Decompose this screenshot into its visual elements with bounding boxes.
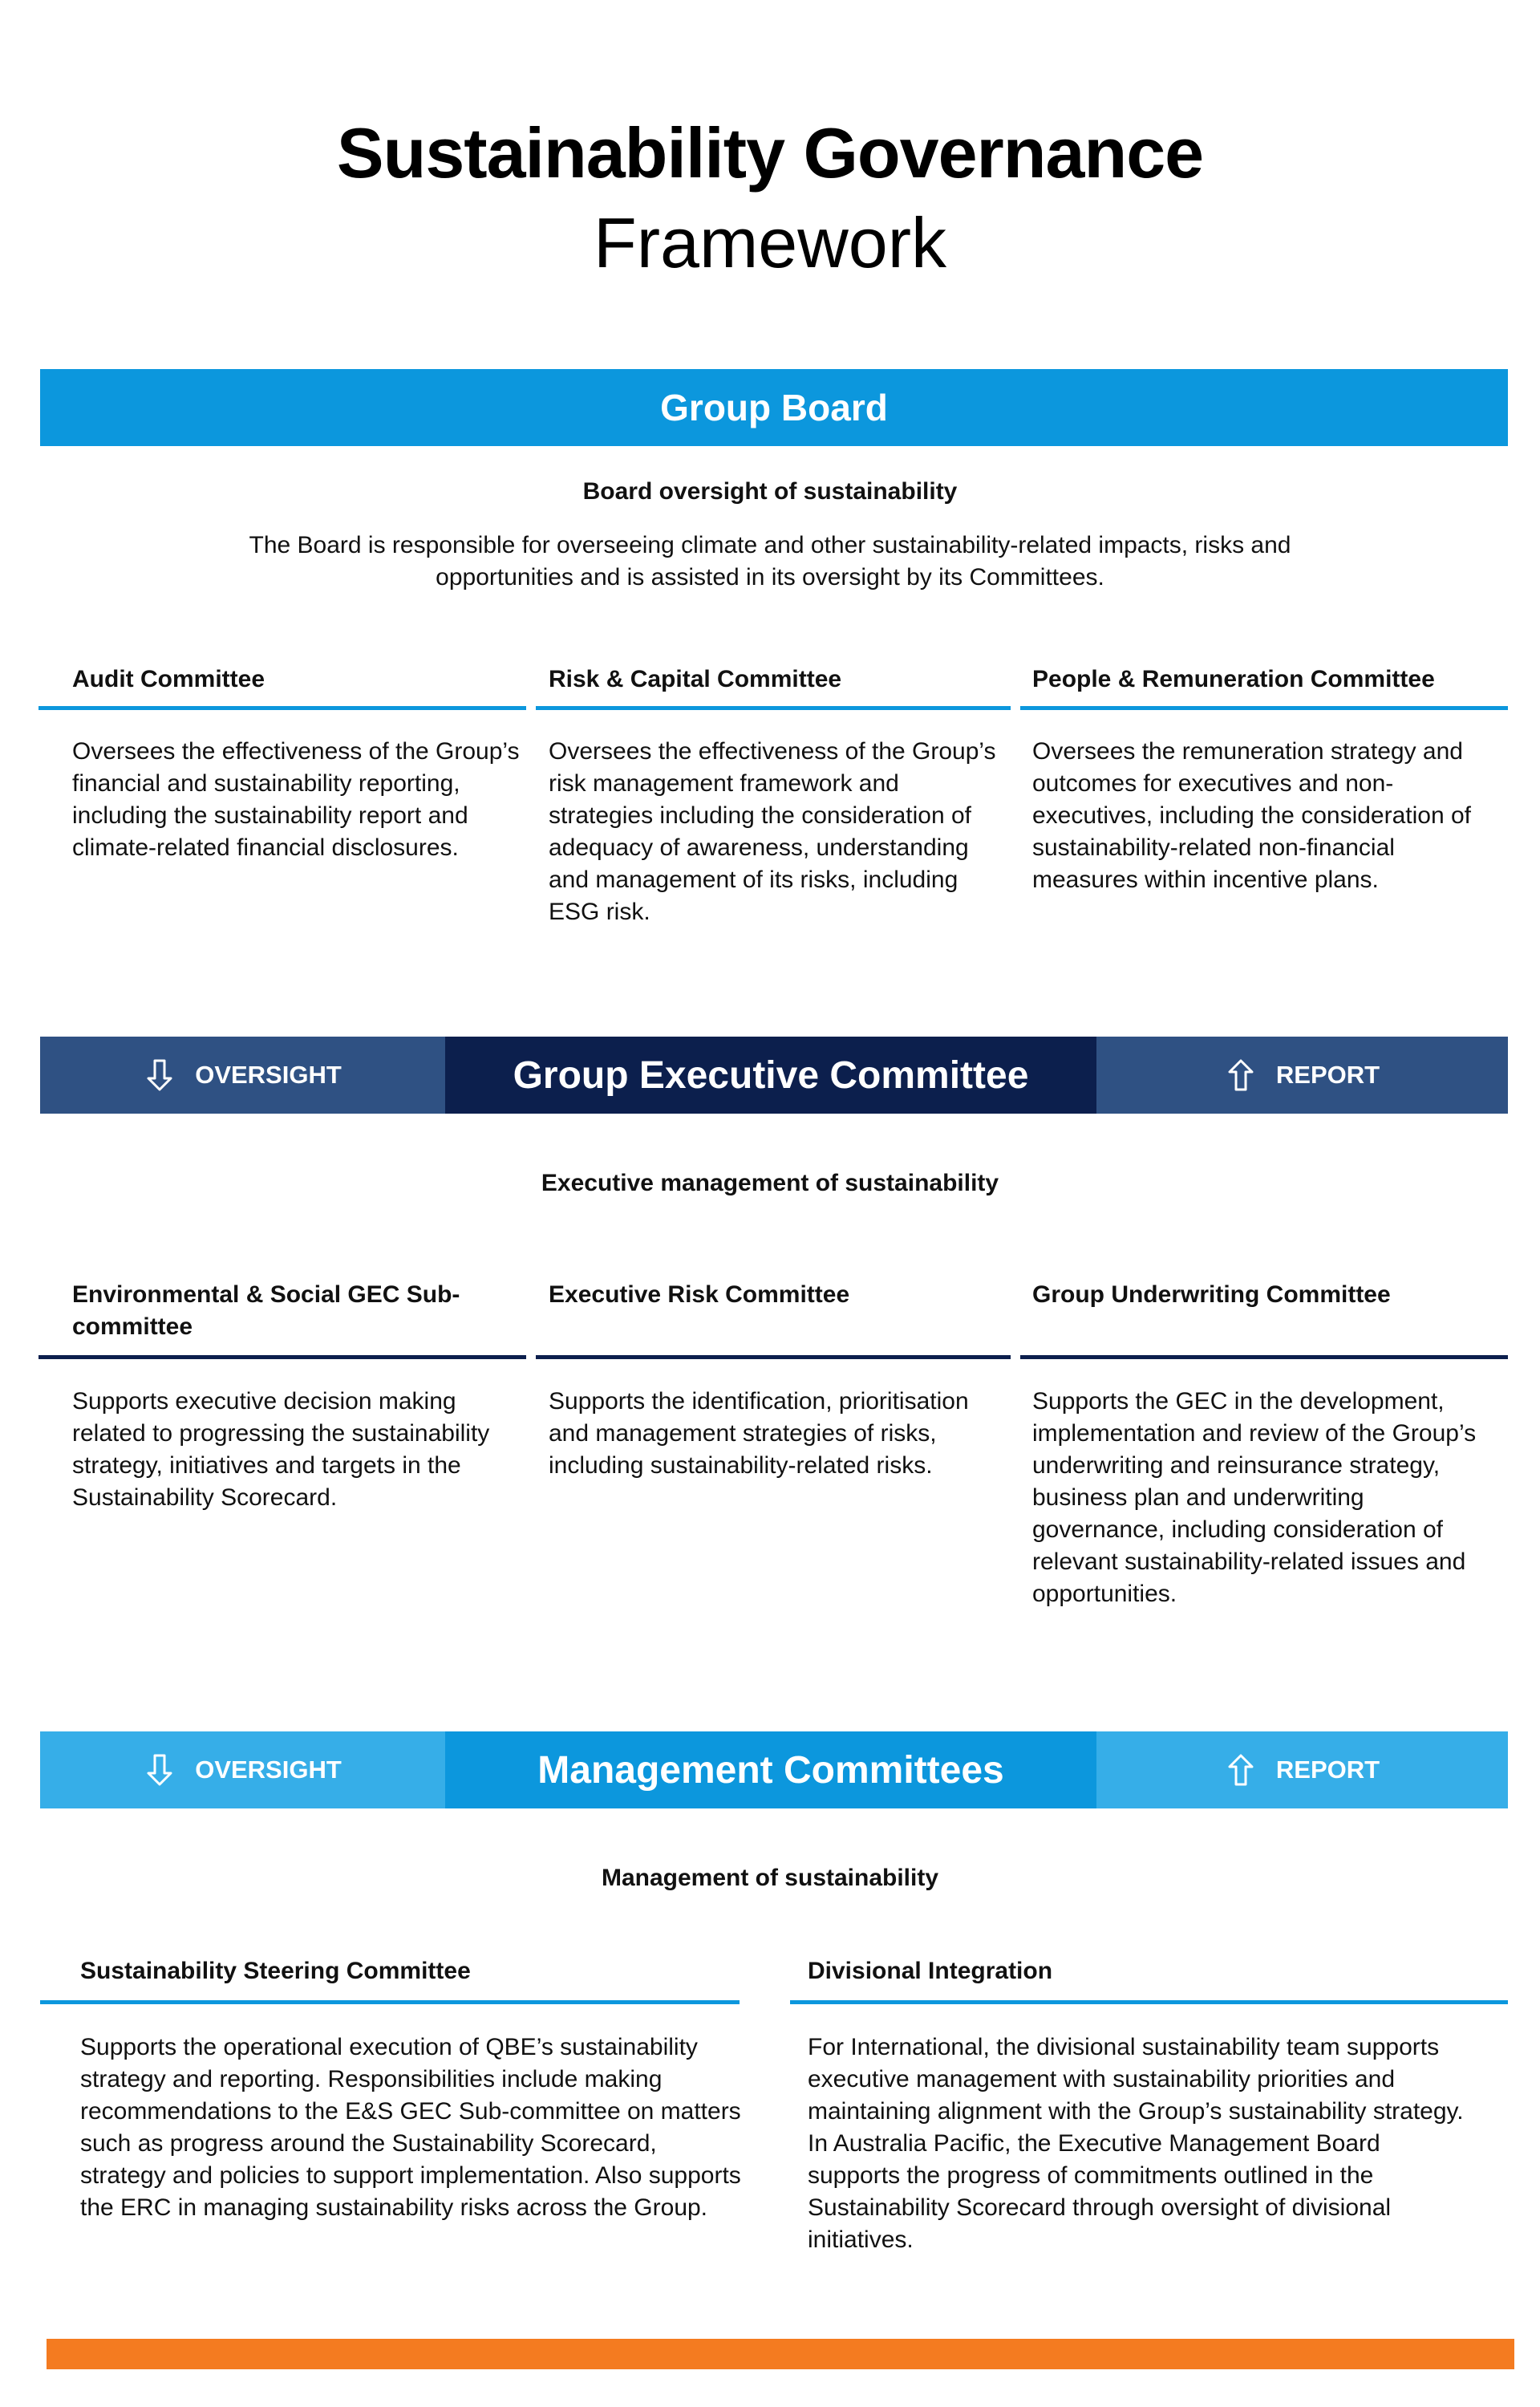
management-oversight-segment (40, 1731, 445, 1808)
risk-capital-committee-body: Oversees the effectiveness of the Group’s risk management framework and strategies including the consideration of adequacy of awareness, understanding and management of its risks, including ESG risk. (549, 738, 996, 925)
executive-risk-committee-title: Executive Risk Committee (549, 1281, 850, 1308)
group-underwriting-committee-title: Group Underwriting Committee (1032, 1281, 1391, 1308)
group-board-label: Group Board (660, 387, 888, 428)
risk-capital-committee-rule (536, 706, 1011, 710)
people-remuneration-committee-rule (1020, 706, 1508, 710)
executive-center-segment (445, 1037, 1096, 1114)
board-subhead: Board oversight of sustainability (582, 478, 958, 505)
management-subhead: Management of sustainability (601, 1865, 939, 1891)
page-title: Sustainability Governance (336, 113, 1204, 193)
arrow-down-icon (144, 1751, 176, 1789)
management-bar (40, 1731, 1508, 1808)
executive-bar (40, 1037, 1508, 1114)
es-gec-subcommittee-title: Environmental & Social GEC Sub-committee (72, 1281, 460, 1340)
divisional-integration-rule (790, 2000, 1508, 2004)
executive-risk-committee-rule (536, 1355, 1011, 1359)
risk-capital-committee-title: Risk & Capital Committee (549, 666, 842, 692)
footer-accent-bar (47, 2339, 1514, 2369)
group-underwriting-committee-body: Supports the GEC in the development, implementation and review of the Group’s underwriting and reinsurance strategy, business plan and underwriting governance, including consideration of relevant sustainability-related issues and opportunities. (1032, 1388, 1477, 1607)
audit-committee-title: Audit Committee (72, 666, 265, 692)
audit-committee-rule (38, 706, 526, 710)
management-oversight-label: OVERSIGHT (195, 1756, 342, 1784)
people-remuneration-committee-body: Oversees the remuneration strategy and outcomes for executives and non- executives, including the consideration of sustainability-related non-financial measures within incentive plans. (1032, 738, 1472, 893)
group-board-bar (40, 369, 1508, 446)
page-subtitle: Framework (593, 203, 947, 282)
management-center-segment (445, 1731, 1096, 1808)
management-report-segment (1096, 1731, 1508, 1808)
executive-subhead: Executive management of sustainability (541, 1170, 999, 1196)
arrow-down-icon (144, 1056, 176, 1094)
es-gec-subcommittee-body: Supports executive decision making related to progressing the sustainability strategy, initiatives and targets in the Sustainability Scorecard. (72, 1388, 490, 1511)
audit-committee-body: Oversees the effectiveness of the Group’s financial and sustainability reporting, including the sustainability report and climate-related financial disclosures. (72, 738, 520, 861)
sustainability-steering-committee-rule (40, 2000, 740, 2004)
sustainability-steering-committee-title: Sustainability Steering Committee (80, 1958, 471, 1984)
management-report-label: REPORT (1275, 1756, 1380, 1784)
divisional-integration-title: Divisional Integration (808, 1958, 1053, 1984)
divisional-integration-body: For International, the divisional sustainability team supports executive management with sustainability priorities and maintaining alignment with the Group’s sustainability strategy. In Australia Pacific, the Executive Management Board supports the progress of commitments outlined in the Sustainability Scorecard through oversight of divisional initiatives. (808, 2034, 1464, 2253)
group-underwriting-committee-rule (1020, 1355, 1508, 1359)
arrow-up-icon (1225, 1056, 1257, 1094)
executive-oversight-label: OVERSIGHT (195, 1061, 342, 1089)
executive-report-label: REPORT (1275, 1061, 1380, 1089)
management-bar-label: Management Committees (537, 1748, 1004, 1792)
executive-bar-label: Group Executive Committee (513, 1053, 1029, 1097)
executive-report-segment (1096, 1037, 1508, 1114)
people-remuneration-committee-title: People & Remuneration Committee (1032, 666, 1435, 692)
sustainability-steering-committee-body: Supports the operational execution of QBE’s sustainability strategy and reporting. Responsibilities include making recommendations to the E&S GEC Sub-committee on matters such as progress around the Sustainability Scorecard, strategy and policies to support implementation. Also supports the ERC in managing sustainability risks across the Group. (80, 2034, 741, 2221)
arrow-up-icon (1225, 1751, 1257, 1789)
es-gec-subcommittee-rule (38, 1355, 526, 1359)
board-intro: The Board is responsible for overseeing climate and other sustainability-related impacts, risks and opportunities and is assisted in its oversight by its Committees. (249, 532, 1291, 591)
executive-risk-committee-body: Supports the identification, prioritisation and management strategies of risks, including sustainability-related risks. (549, 1388, 969, 1479)
executive-oversight-segment (40, 1037, 445, 1114)
